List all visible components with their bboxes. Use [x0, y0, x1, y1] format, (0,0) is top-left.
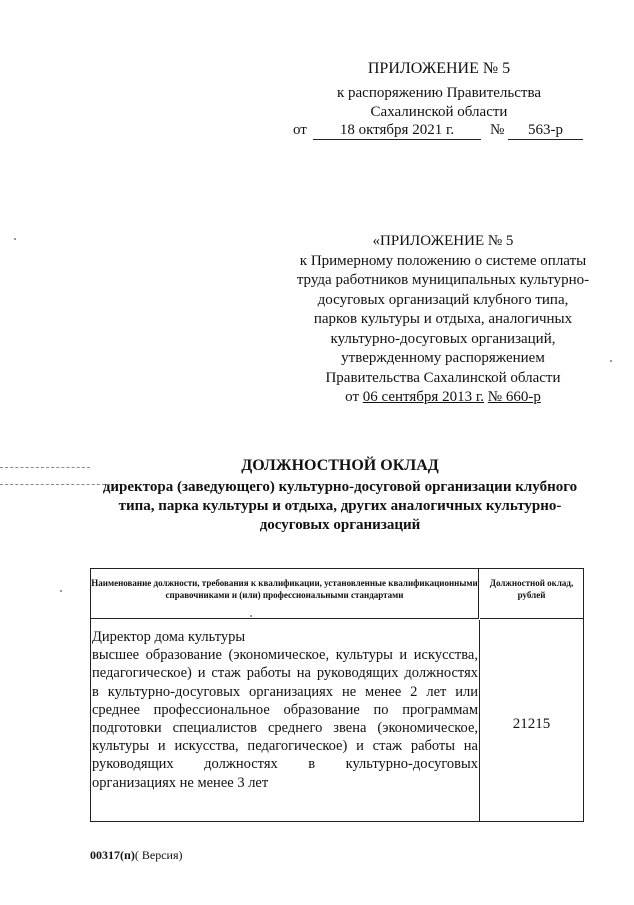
requirements-line: культуры и искусства, педагогическое) и стаж работы на — [92, 738, 478, 755]
quoted-appendix-line: к Примерному положению о системе оплаты — [299, 252, 587, 269]
requirements-line: руководящих должностях в культурно-досуговых — [92, 756, 478, 773]
quoted-appendix-number: № 660-р — [487, 389, 541, 405]
salary-value: 21215 — [512, 716, 551, 732]
quoted-appendix-line: Правительства Сахалинской области — [325, 369, 561, 386]
scan-dot — [610, 360, 612, 362]
scan-dot — [60, 590, 62, 592]
requirements-line: подготовки специалистов среднего звена (экономическое, — [92, 720, 478, 737]
salary-table — [90, 568, 584, 822]
requirements-line: организациях не менее 3 лет — [92, 774, 269, 791]
subtitle-line: директора (заведующего) культурно-досуговой организации клубного — [102, 479, 578, 495]
quoted-appendix-line: труда работников муниципальных культурно- — [296, 272, 590, 288]
position-requirements — [92, 628, 478, 792]
quoted-appendix-line: культурно-досуговых организаций, — [330, 330, 556, 347]
date-prefix: от — [293, 122, 307, 138]
requirements-line: высшее образование (экономическое, культуры и искусства, — [92, 647, 478, 664]
number-prefix: № — [490, 122, 505, 138]
subtitle-line: типа, парка культуры и отдыха, других аналогичных культурно- — [118, 498, 562, 514]
scan-dot — [14, 238, 16, 240]
quoted-appendix-line: утвержденному распоряжением — [341, 350, 545, 366]
requirements-line: педагогическое) и стаж работы на руководящих должностях — [92, 665, 478, 682]
document-version: ( Версия) — [134, 848, 183, 862]
scan-mark — [0, 467, 90, 468]
appendix-title: ПРИЛОЖЕНИЕ № 5 — [367, 60, 511, 77]
quoted-appendix-line: «ПРИЛОЖЕНИЕ № 5 — [372, 233, 514, 249]
quoted-appendix-line: досуговых организаций клубного типа, — [317, 291, 569, 308]
quoted-appendix-date: 06 сентября 2013 г. — [362, 389, 485, 405]
requirements-line: Директор дома культуры — [92, 629, 246, 645]
table-header-position: Наименование должности, требования к квалификации, установленные квалификационными справочниками и (или) профессиональными стандартами — [91, 569, 479, 619]
scan-mark — [0, 484, 110, 485]
table-header-salary: Должностной оклад, рублей — [480, 569, 583, 619]
quoted-appendix-line: парков культуры и отдыха, аналогичных — [313, 311, 573, 327]
scan-dot — [250, 615, 252, 617]
quoted-appendix-block — [278, 232, 608, 408]
appendix-line-2: Сахалинской области — [370, 104, 508, 120]
subtitle-line: досуговых организаций — [259, 517, 421, 533]
table-cell-position — [91, 620, 480, 821]
table-cell-salary — [480, 620, 583, 821]
quoted-date-prefix: от — [345, 389, 359, 405]
appendix-number: 563-р — [508, 122, 583, 140]
quoted-appendix-date-line — [278, 388, 608, 408]
appendix-reference-row — [293, 122, 593, 142]
appendix-date: 18 октября 2021 г. — [313, 122, 481, 140]
document-code-number: 00317(п) — [90, 848, 135, 862]
document-subtitle — [96, 478, 584, 535]
document-title: ДОЛЖНОСТНОЙ ОКЛАД — [241, 457, 439, 474]
requirements-line: среднее профессиональное образование по программам — [92, 701, 478, 718]
requirements-line: в культурно-досуговых организациях не менее 2 лет или — [92, 683, 478, 700]
appendix-line-1: к распоряжению Правительства — [336, 85, 541, 101]
document-code — [90, 848, 183, 863]
